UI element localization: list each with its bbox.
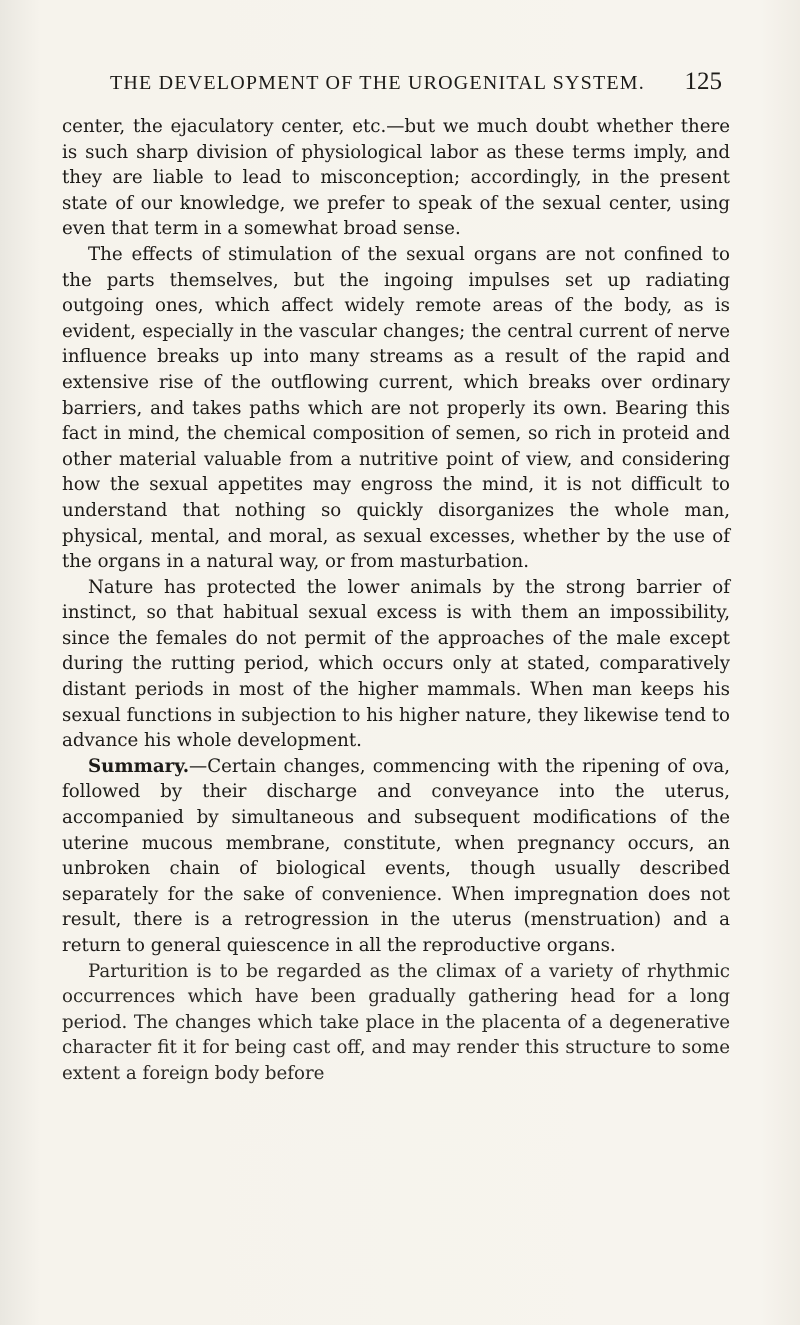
summary-heading: Summary.: [88, 755, 190, 777]
paragraph-continued: center, the ejaculatory center, etc.—but we much doubt whether there is such sharp division of physiological labor as these terms imply, and they are liable to lead to misconception; accordingly, in the present state of our knowledge, we prefer to speak of the sexual center, using even that term in a somewhat broad sense.: [62, 116, 730, 240]
summary-text: —Certain changes, commencing with the ripening of ova, followed by their discharge and conveyance into the uterus, accompanied by simultaneous and subsequent modifications of the uterine mucous membrane, constitute, when pregnancy occurs, an unbroken chain of biological events, though usually described separately for the sake of convenience. When impregnation does not result, there is a retrogression in the uterus (menstruation) and a return to general quiescence in all the reproductive organs.: [62, 755, 730, 956]
paragraph-parturition: Parturition is to be regarded as the climax of a variety of rhythmic occurrences which have been gradually gathering head for a long period. The changes which take place in the placenta of a degenerative character fit it for being cast off, and may render this structure to some extent a foreign body before: [62, 960, 730, 1084]
paragraph-summary: [62, 754, 730, 959]
body-text: [62, 114, 730, 1087]
page-header: [110, 66, 722, 100]
running-head: THE DEVELOPMENT OF THE UROGENITAL SYSTEM.: [110, 72, 645, 94]
page-number: 125: [684, 68, 722, 95]
paragraph-stimulation-effects: The effects of stimulation of the sexual organs are not confined to the parts themselves, but the ingoing impulses set up radiating outgoing ones, which affect widely remote areas of the body, as is evident, especially in the vascular changes; the central current of nerve influence breaks up into many streams as a result of the rapid and extensive rise of the outflowing current, which breaks over ordinary barriers, and takes paths which are not properly its own. Bearing this fact in mind, the chemical composition of semen, so rich in proteid and other material valuable from a nutritive point of view, and considering how the sexual appetites may engross the mind, it is not difficult to understand that nothing so quickly disorganizes the whole man, physical, mental, and moral, as sexual excesses, whether by the use of the organs in a natural way, or from masturbation.: [62, 243, 730, 573]
paragraph-nature-instinct: Nature has protected the lower animals by the strong barrier of instinct, so that habitual sexual excess is with them an impossibility, since the females do not permit of the approaches of the male except during the rutting period, which occurs only at stated, comparatively distant periods in most of the higher mammals. When man keeps his sexual functions in subjection to his higher nature, they likewise tend to advance his whole development.: [62, 576, 730, 752]
